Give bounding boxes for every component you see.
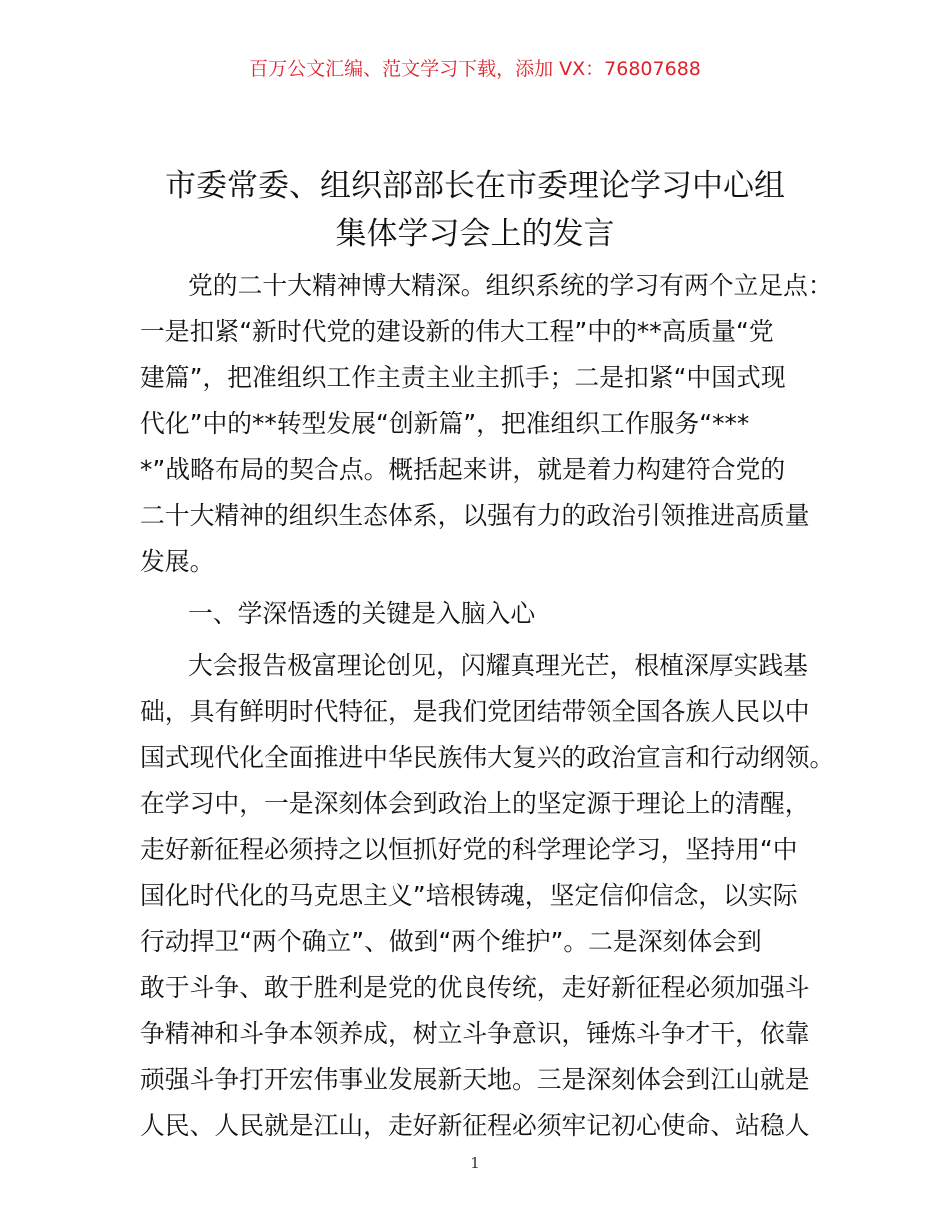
body-line: 敢于斗争、敢于胜利是党的优良传统，走好新征程必须加强斗 — [140, 973, 810, 1002]
body-line: 一是扣紧“新时代党的建设新的伟大工程”中的**高质量“党 — [140, 317, 774, 346]
body-line: 走好新征程必须持之以恒抓好党的科学理论学习，坚持用“中 — [140, 835, 798, 864]
section-heading: 一、学深悟透的关键是入脑入心 — [188, 599, 536, 628]
body-line: 争精神和斗争本领养成，树立斗争意识，锤炼斗争才干，依靠 — [140, 1019, 810, 1048]
body-line: 顽强斗争打开宏伟事业发展新天地。三是深刻体会到江山就是 — [140, 1065, 810, 1094]
body-line: 代化”中的**转型发展“创新篇”，把准组织工作服务“*** — [140, 409, 750, 438]
document-title-line-1: 市委常委、组织部部长在市委理论学习中心组 — [165, 168, 785, 204]
body-line: 础，具有鲜明时代特征，是我们党团结带领全国各族人民以中 — [140, 697, 810, 726]
body-line: 人民、人民就是江山，走好新征程必须牢记初心使命、站稳人 — [140, 1111, 810, 1140]
body-line: 大会报告极富理论创见，闪耀真理光芒，根植深厚实践基 — [188, 651, 808, 680]
body-line: 国化时代化的马克思主义”培根铸魂，坚定信仰信念，以实际 — [140, 881, 798, 910]
body-line: 发展。 — [140, 547, 215, 576]
page-number: 1 — [470, 1154, 480, 1172]
body-line: 党的二十大精神博大精深。组织系统的学习有两个立足点： — [188, 271, 833, 300]
body-line: 行动捍卫“两个确立”、做到“两个维护”。二是深刻体会到 — [140, 927, 762, 956]
body-line: 二十大精神的组织生态体系，以强有力的政治引领推进高质量 — [140, 501, 810, 530]
body-line: 建篇”，把准组织工作主责主业主抓手；二是扣紧“中国式现 — [140, 363, 786, 392]
body-line: 在学习中，一是深刻体会到政治上的坚定源于理论上的清醒， — [140, 789, 810, 818]
body-line: *”战略布局的契合点。概括起来讲，就是着力构建符合党的 — [140, 455, 786, 484]
body-line: 国式现代化全面推进中华民族伟大复兴的政治宣言和行动纲领。 — [140, 743, 835, 772]
document-title-line-2: 集体学习会上的发言 — [335, 216, 615, 252]
promo-banner: 百万公文汇编、范文学习下载，添加 VX：76807688 — [249, 58, 701, 80]
